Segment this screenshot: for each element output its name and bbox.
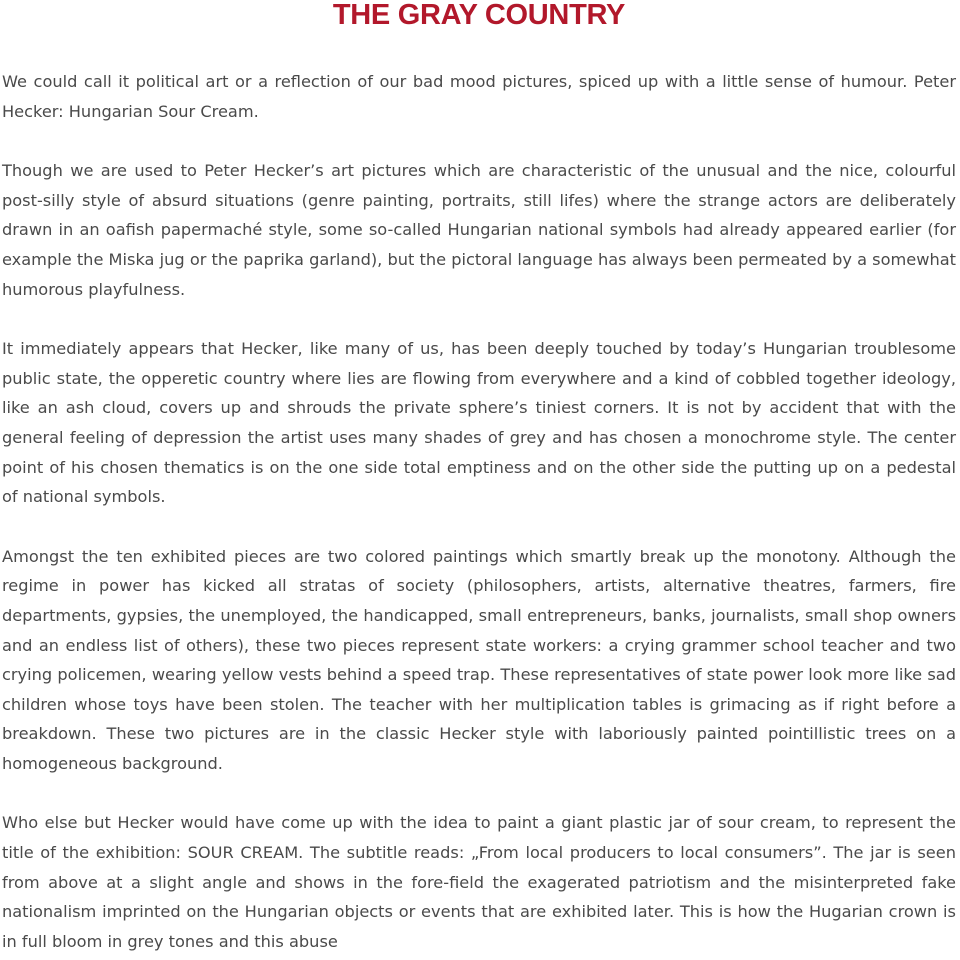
paragraph-public-state: It immediately appears that Hecker, like many of us, has been deeply touched by today’s Hungarian troublesome public state, the opperetic country where lies are flowing from everywhere and a kind of cobbled together ideology, like an ash cloud, covers up and shrouds the private sphere’s tiniest corners. It is not by accident that with the general feeling of depression the artist uses many shades of grey and has chosen a monochrome style. The center point of his chosen thematics is on the one side total emptiness and on the other side the putting up on a pedestal of national symbols.	[2, 339, 956, 507]
paragraph-hecker-style: Though we are used to Peter Hecker’s art pictures which are characteristic of the unusual and the nice, colourful post-silly style of absurd situations (genre painting, portraits, still lifes) where the strange actors are deliberately drawn in an oafish papermaché style, some so-called Hungarian national symbols had already appeared earlier (for example the Miska jug or the paprika garland), but the pictoral language has always been permeated by a somewhat humorous playfulness.	[2, 161, 956, 299]
document-title: THE GRAY COUNTRY	[332, 0, 626, 31]
paragraph-intro: We could call it political art or a reflection of our bad mood pictures, spiced up with a little sense of humour. Peter Hecker: Hungarian Sour Cream.	[2, 72, 956, 121]
document-body	[2, 67, 956, 956]
paragraph-exhibited-pieces: Amongst the ten exhibited pieces are two colored paintings which smartly break up the monotony. Although the regime in power has kicked all stratas of society (philosophers, artists, alternative theatres, farmers, fire departments, gypsies, the unemployed, the handicapped, small entrepreneurs, banks, journalists, small shop owners and an endless list of others), these two pieces represent state workers: a crying grammer school teacher and two crying policemen, wearing yellow vests behind a speed trap. These representatives of state power look more like sad children whose toys have been stolen. The teacher with her multiplication tables is grimacing as if right before a breakdown. These two pictures are in the classic Hecker style with laboriously painted pointillistic trees on a homogeneous background.	[2, 546, 956, 773]
paragraph-sour-cream: Who else but Hecker would have come up with the idea to paint a giant plastic jar of sour cream, to represent the title of the exhibition: SOUR CREAM. The subtitle reads: „From local producers to local consumers”. The jar is seen from above at a slight angle and shows in the fore-field the exagerated patriotism and the misinterpreted fake nationalism imprinted on the Hungarian objects or events that are exhibited later. This is how the Hugarian crown is in full bloom in grey tones and this abuse	[2, 813, 956, 951]
